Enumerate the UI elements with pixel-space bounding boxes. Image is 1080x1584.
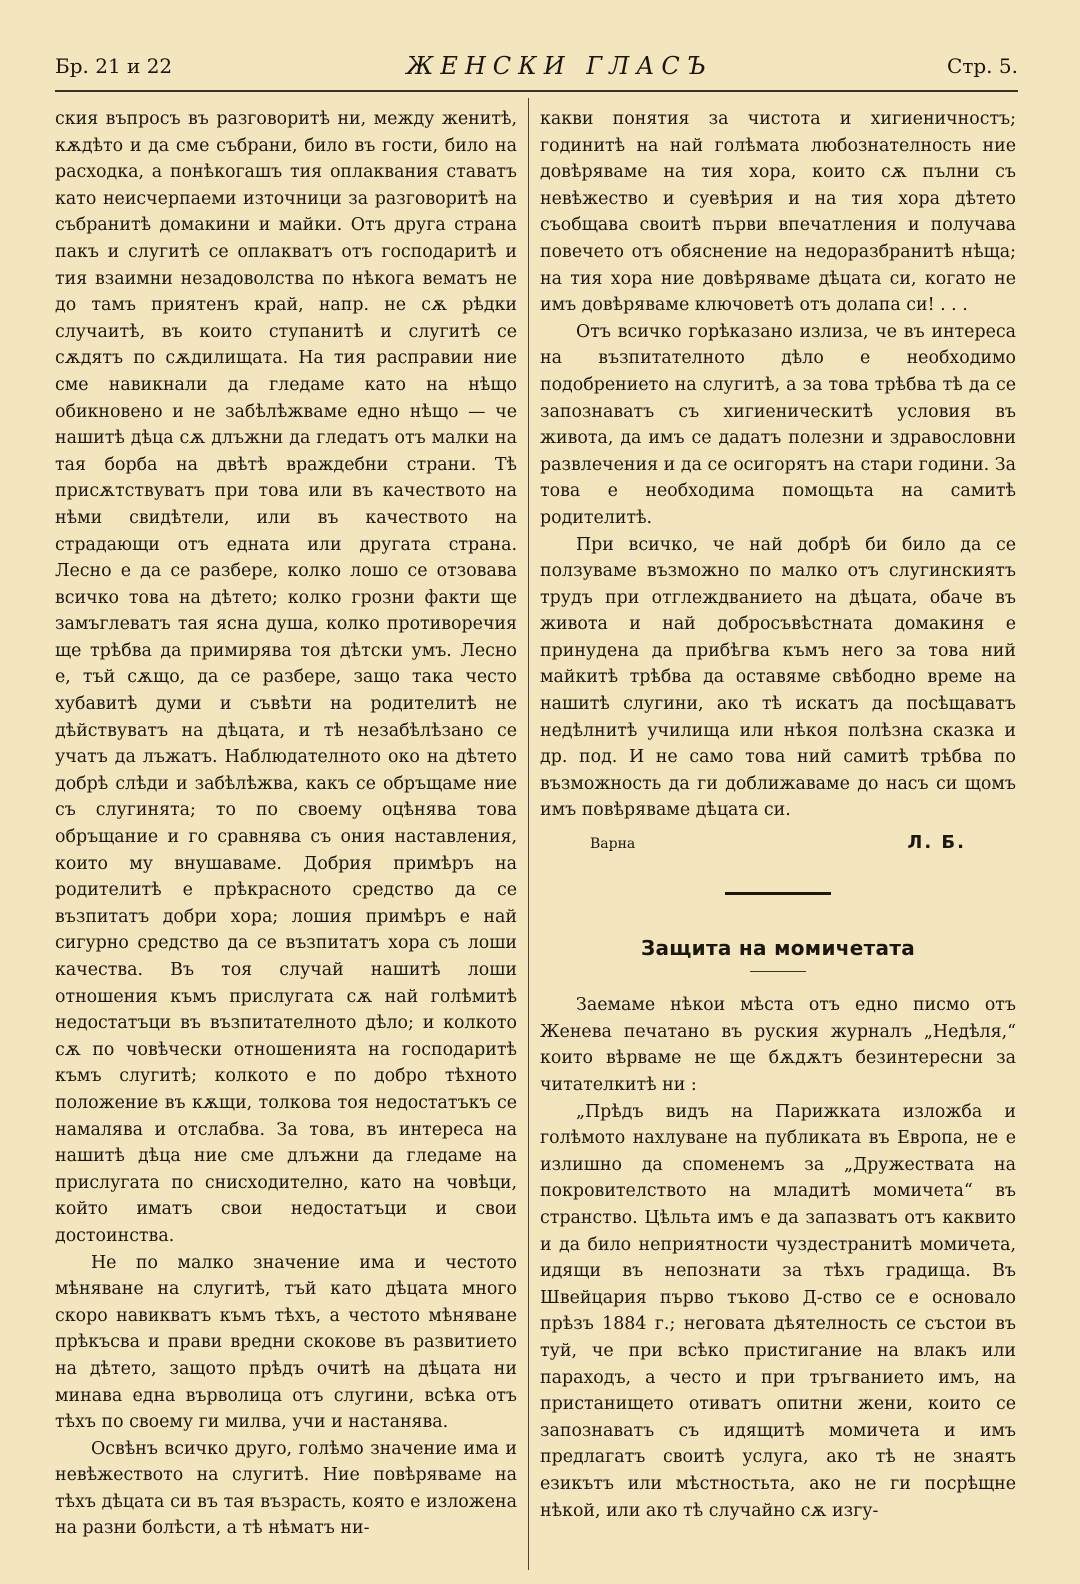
issue-number: Бр. 21 и 22 bbox=[55, 54, 173, 78]
signature bbox=[540, 830, 1016, 858]
paragraph: Заемаме нѣкои мѣста отъ едно писмо отъ Женева печатано въ руския журналъ „Недѣля,“ които вѣрваме не ще бѫдѫтъ безинтересни за читателкитѣ ни : bbox=[540, 995, 1016, 1095]
paragraph: какви понятия за чистота и хигиеничностъ; годинитѣ на най голѣмата любознателность ние довѣряваме на тия хора, които сѫ пълни съ невѣжество и суевѣрия и на тия хора дѣтето съобщава своитѣ първи впечатления и получава повечето отъ обяснение на недоразбранитѣ нѣща; на тия хора ние довѣряваме дѣцата си, когато не имъ довѣряваме ключоветѣ отъ долапа си! . . . bbox=[540, 109, 1016, 316]
paragraph: Отъ всичко горѣказано излиза, че въ интереса на възпитателното дѣло е необходимо подобрението на слугитѣ, а за това трѣбва тѣ да се запознаватъ съ хигиеническитѣ условия въ живота, да имъ се дадатъ полезни и здравословни развлечения и да се осигорятъ на стари години. За това е необходима помощьта на самитѣ родителитѣ. bbox=[540, 321, 1016, 528]
paragraph: „Прѣдъ видъ на Парижката изложба и голѣмото нахлуване на публиката въ Европа, не е излишно да споменемъ за „Дружествата на покровителството на младитѣ момичета“ въ странство. Цѣльта имъ е да запазватъ отъ каквито и да било неприятности чуздестранитѣ момичета, идящи въ непознати за тѣхъ градища. Въ Швейцария първо тъково Д-ство се е основало прѣзъ 1884 г.; неговата дѣятелность се състои въ туй, че при всѣко пристигание на влакъ или параходъ, а често и при тръгванието имъ, на пристанището отиватъ опитни жени, които се запознаватъ съ идящитѣ момичета и имъ предлагатъ своитѣ услуга, ако тѣ не знаятъ езикътъ или мѣстностьта, ако не ги посрѣщне нѣкой, или ако тѣ случайно сѫ изгу- bbox=[540, 1101, 1016, 1521]
signature-place: Варна bbox=[590, 836, 636, 853]
paragraph: Освѣнъ всичко друго, голѣмо значение има и невѣжеството на слугитѣ. Ние повѣряваме на тѣхъ дѣцата си въ тая възрасть, която е изложена на разни болѣсти, а тѣ нѣматъ ни- bbox=[55, 1438, 517, 1539]
left-column bbox=[55, 106, 517, 1542]
newspaper-title: ЖЕНСКИ ГЛАСЪ bbox=[406, 52, 713, 80]
title-underline bbox=[750, 971, 806, 972]
article-separator bbox=[725, 892, 831, 895]
page-header bbox=[55, 42, 1018, 92]
paragraph: При всичко, че най добрѣ би било да се ползуваме възможно по малко отъ слугинскиятъ трудъ при отглеждванието на дѣцата, обаче въ живота и най добросъвѣстната домакиня е принудена да прибѣгва къмъ него за това ний майкитѣ трѣбва да оставяме свѣбодно време на нашитѣ слугини, ако тѣ искатъ да посѣщаватъ недѣлнитѣ училища или нѣкоя полѣзна сказка и др. под. И не само това ний самитѣ трѣбва по възможность да ги доближаваме до насъ си щомъ имъ повѣряваме дѣцата си. bbox=[540, 534, 1016, 821]
article-title: Защита на момичетата bbox=[640, 935, 916, 960]
paragraph: Не по малко значение има и честото мѣняване на слугитѣ, тъй като дѣцата много скоро навикватъ къмъ тѣхъ, а честото мѣняване прѣкъсва и прави вредни скокове въ развитието на дѣтето, защото прѣдъ очитѣ на дѣцата ни минава една върволица отъ слугини, всѣка отъ тѣхъ по своему ги милва, учи и настанява. bbox=[55, 1252, 517, 1433]
author-initials: Л. Б. bbox=[907, 832, 966, 854]
column-divider bbox=[528, 98, 529, 1570]
paragraph: ския въпросъ въ разговоритѣ ни, между женитѣ, кѫдѣто и да сме събрани, било въ гости, било на расходка, а понѣкогашъ тия оплаквания ставатъ като неисчерпаеми източници за разговоритѣ на събранитѣ домакини и майки. Отъ друга страна пакъ и слугитѣ се оплакватъ отъ господаритѣ и тия взаимни незадоволства по нѣкога вематъ не до тамъ приятенъ край, напр. не сѫ рѣдки случаитѣ, въ които ступанитѣ и слугитѣ се сѫдятъ по сѫдилищата. На тия расправии ние сме навикнали да гледаме като на нѣщо обикновено и не забѣлѣжваме едно нѣщо — че нашитѣ дѣца сѫ длъжни да гледатъ отъ малки на тая борба на двѣтѣ враждебни страни. Тѣ присѫтствуватъ при това или въ качеството на нѣми свидѣтели, или въ качеството на страдающи отъ едната или другата страна. Лесно е да се разбере, колко лошо се отзовава всичко това на дѣтето; колко грозни факти ще замъглеватъ тая ясна душа, колко противоречия ще трѣбва да примирява тоя дѣтски умъ. Лесно е, тъй сѫщо, да се разбере, защо така често хубавитѣ думи и съвѣти на родителитѣ не дѣйствуватъ на дѣцата, и тѣ незабѣлѣзано се учатъ да лъжатъ. Наблюдателното око на дѣтето добрѣ слѣди и забѣлѣжва, какъ се обръщаме ние съ слугинята; то по своему оцѣнява това обръщание и го сравнява съ ония наставления, които му внушаваме. Добрия примѣръ на родителитѣ е прѣкрасното средство да се възпитатъ добри хора; лошия примѣръ е най сигурно средство да се възпитатъ хора съ лоши качества. Въ тоя случай нашитѣ лоши отношения къмъ прислугата сѫ най голѣмитѣ недостатъци въ възпитателното дѣло; и колкото сѫ по човѣчески отношенията на господаритѣ къмъ слугитѣ; колкото е по добро тѣхното положение въ кѫщи, толкова тоя недостатъкъ се намалява и отслабва. За това, въ интереса на нашитѣ дѣца ние сме длъжни да гледаме на прислугата по снисходително, като на човѣци, който иматъ свои недостатъци и свои достоинства. bbox=[55, 109, 517, 1246]
right-column bbox=[540, 106, 1016, 1524]
page-number: Стр. 5. bbox=[947, 54, 1018, 78]
